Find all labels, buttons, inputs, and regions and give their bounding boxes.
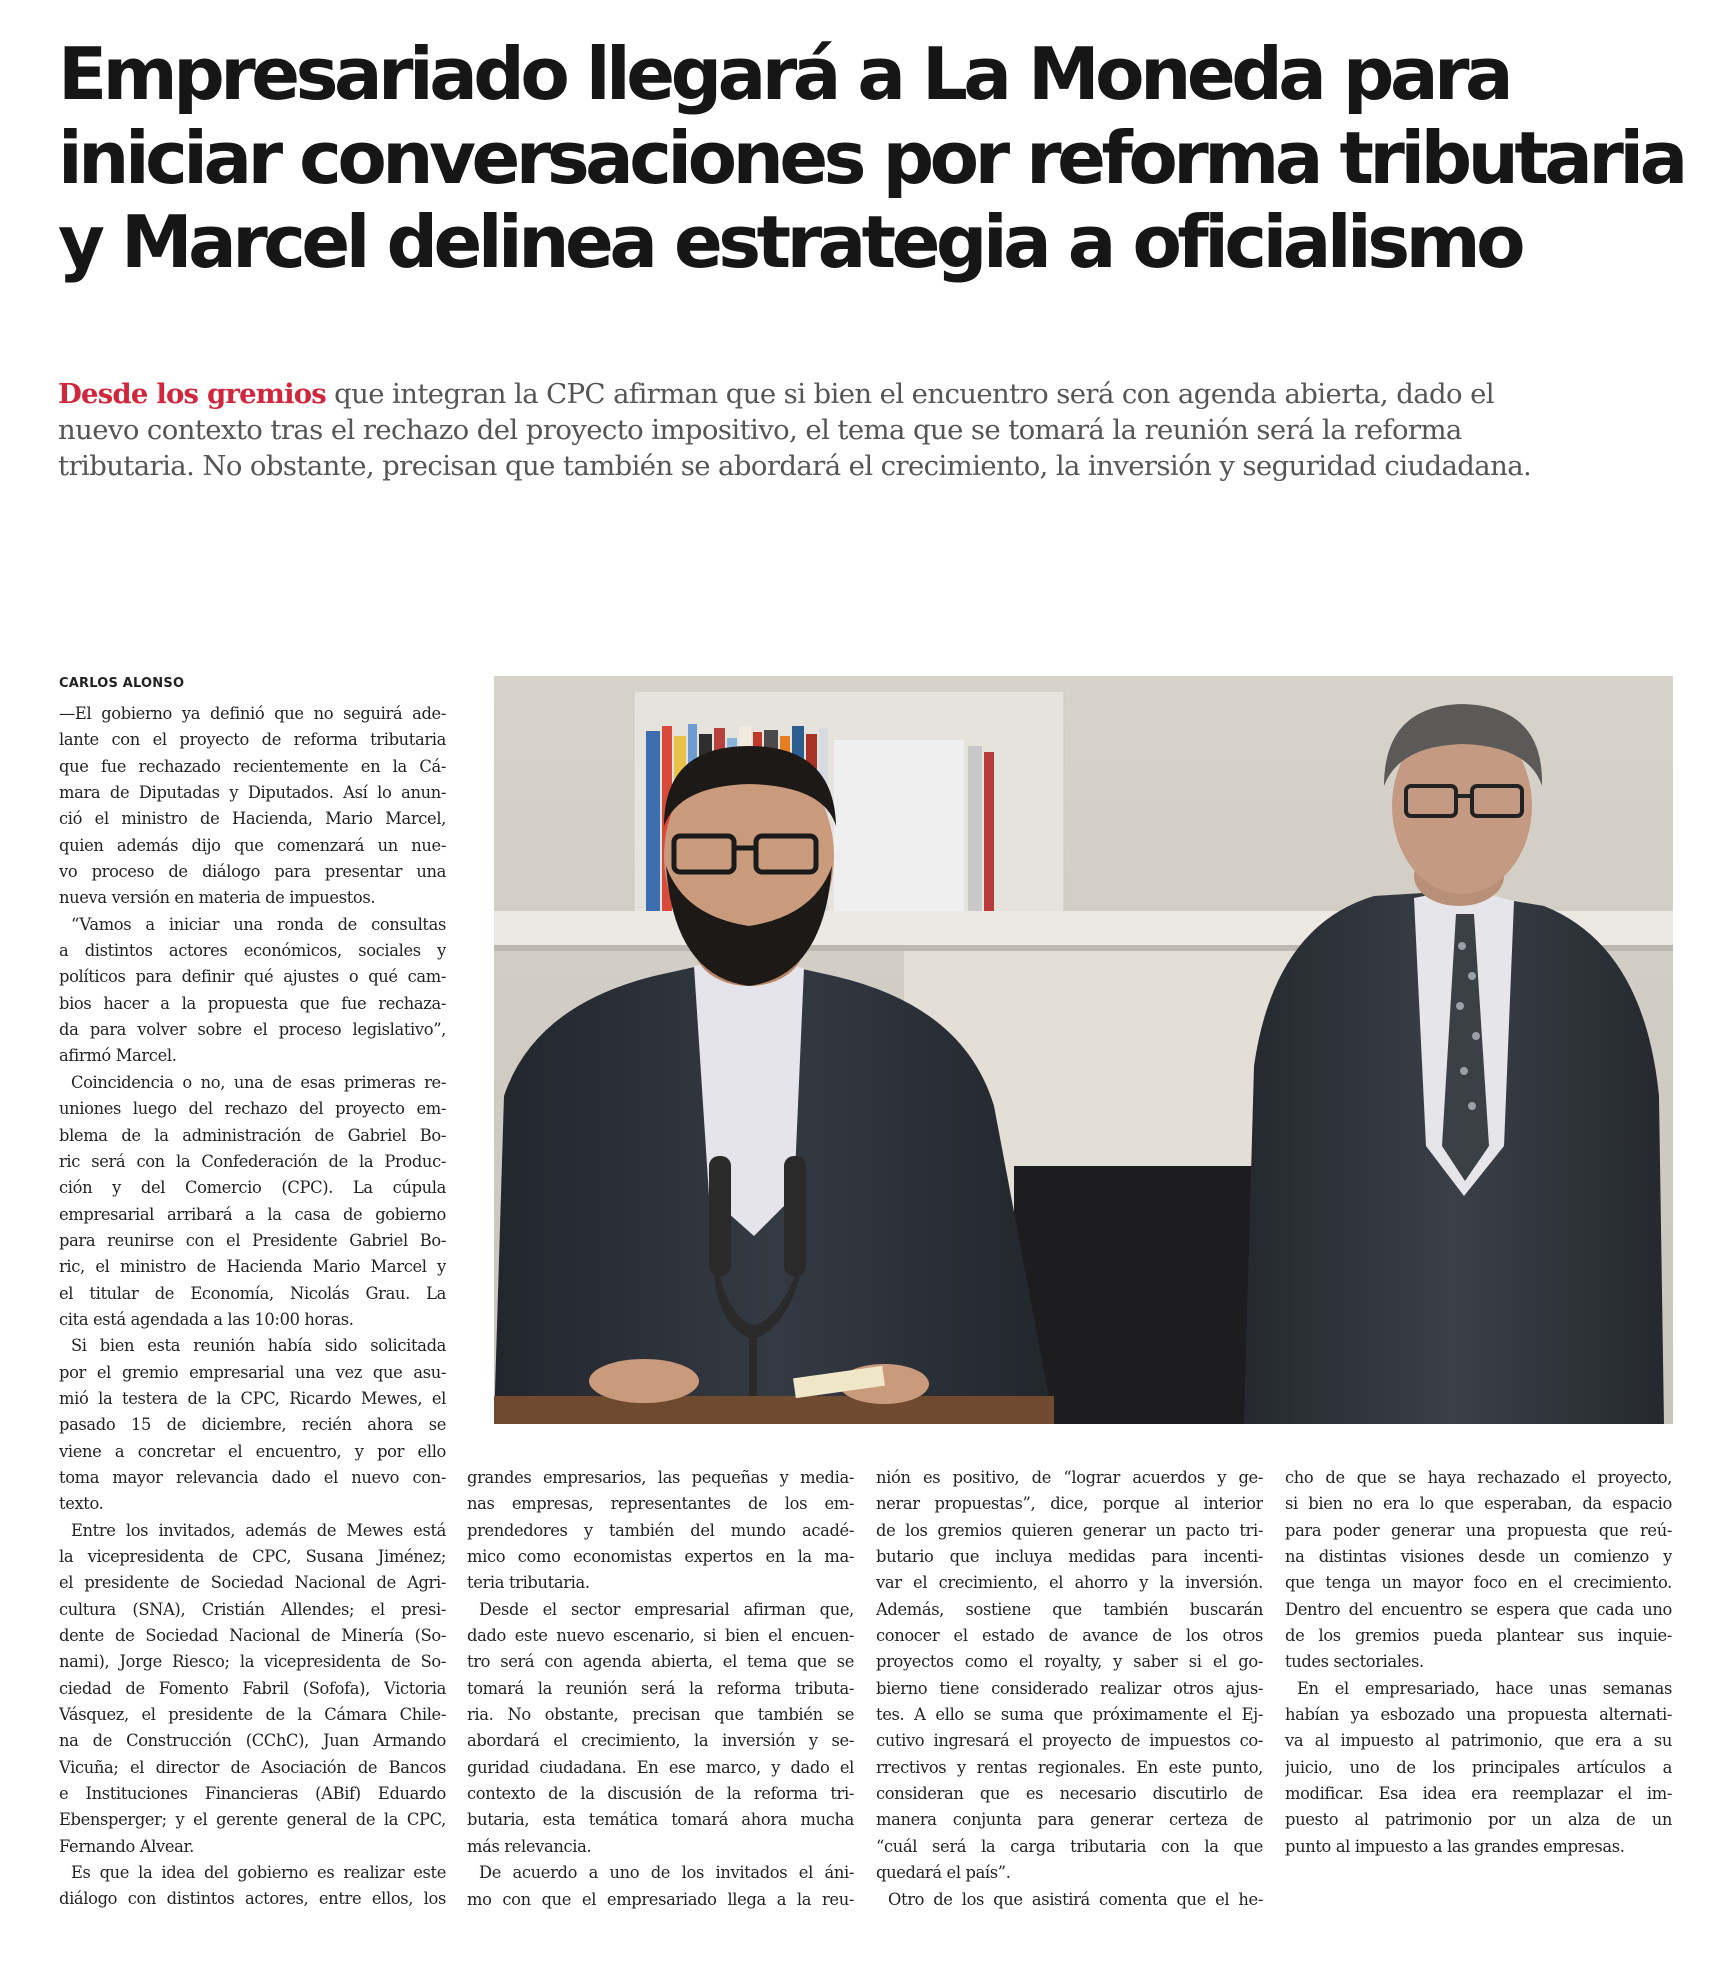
speaker-hand xyxy=(589,1359,699,1403)
text-line: ric será con la Confederación de la Produc- xyxy=(59,1151,446,1171)
text-line: rrectivos y rentas regionales. En este punto, xyxy=(876,1757,1263,1777)
text-line: va al impuesto al patrimonio, que era a su xyxy=(1285,1731,1672,1751)
text-line: cita está agendada a las 10:00 horas. xyxy=(59,1309,354,1329)
text-line: que tenga un mayor foco en el crecimiento. xyxy=(1285,1573,1672,1593)
podium xyxy=(494,1396,1054,1424)
text-line: uniones luego del rechazo del proyecto em- xyxy=(59,1099,446,1119)
text-line: por el gremio empresarial una vez que asu- xyxy=(59,1362,446,1382)
text-line: —El gobierno ya definió que no seguirá ade- xyxy=(59,704,446,723)
text-line: afirmó Marcel. xyxy=(59,1046,177,1066)
text-line: Dentro del encuentro se espera que cada uno xyxy=(1285,1599,1672,1619)
text-line: da para volver sobre el proceso legislativo”, xyxy=(59,1020,446,1040)
text-line: ciedad de Fomento Fabril (Sofofa), Victoria xyxy=(59,1678,446,1698)
text-line: Desde el sector empresarial afirman que, xyxy=(479,1599,854,1619)
text-line: “cuál será la carga tributaria con la que xyxy=(876,1836,1263,1856)
text-line: quien además dijo que comenzará un nue- xyxy=(59,835,446,855)
text-line: mara de Diputadas y Diputados. Así lo anun- xyxy=(59,783,446,803)
text-line: Además, sostiene que también buscarán xyxy=(876,1599,1263,1619)
text-line: contexto de la discusión de la reforma tri- xyxy=(467,1784,854,1804)
text-line: grandes empresarios, las pequeñas y media- xyxy=(467,1468,854,1487)
text-line: toma mayor relevancia dado el nuevo con- xyxy=(59,1467,446,1487)
lead-line-rest: que integran la CPC afirman que si bien el encuentro será con agenda abierta, dado el xyxy=(325,378,1494,410)
text-line: diálogo con distintos actores, entre ellos, los xyxy=(59,1889,446,1909)
text-line: tro será con agenda abierta, el tema que se xyxy=(467,1652,854,1672)
column-1 xyxy=(59,701,446,1913)
lead-kicker: Desde los gremios xyxy=(58,378,326,410)
text-line: de los gremios pueda plantear sus inquie- xyxy=(1285,1626,1672,1646)
text-line: Fernando Alvear. xyxy=(59,1836,194,1856)
text-line: viene a concretar el encuentro, y por ello xyxy=(59,1441,446,1461)
text-line: butario que incluya medidas para incenti- xyxy=(876,1547,1263,1567)
text-line: De acuerdo a uno de los invitados el áni- xyxy=(479,1863,854,1883)
text-line: mo con que el empresariado llega a la reu- xyxy=(467,1889,854,1909)
text-line: cho de que se haya rechazado el proyecto, xyxy=(1285,1468,1672,1487)
text-line: de los gremios quieren generar un pacto tri- xyxy=(876,1520,1263,1540)
text-line: texto. xyxy=(59,1494,104,1514)
lead-line: tributaria. No obstante, precisan que también se abordará el crecimiento, la inversión y seguridad ciudadana. xyxy=(58,450,1532,482)
text-line: quedará el país”. xyxy=(876,1863,1011,1883)
lead-line: nuevo contexto tras el rechazo del proyecto impositivo, el tema que se tomará la reunión será la reforma xyxy=(58,414,1462,446)
text-line: a distintos actores económicos, sociales y xyxy=(59,941,446,961)
text-line: empresarial arribará a la casa de gobierno xyxy=(59,1204,446,1224)
text-line: nerar propuestas”, dice, porque al interior xyxy=(876,1494,1263,1514)
text-line: conocer el estado de avance de los otros xyxy=(876,1626,1263,1646)
text-line: abordará el crecimiento, la inversión y se- xyxy=(467,1731,854,1751)
lead-paragraph xyxy=(58,376,1668,484)
text-line: modificar. Esa idea era reemplazar el im- xyxy=(1285,1784,1672,1804)
text-line: mico como economistas expertos en la ma- xyxy=(467,1547,854,1567)
text-line: proyectos como el royalty, y saber si el go- xyxy=(876,1652,1263,1672)
text-line: cutivo ingresará el proyecto de impuestos co- xyxy=(876,1731,1263,1751)
headline xyxy=(58,32,1684,284)
text-line: ria. No obstante, precisan que también se xyxy=(467,1705,854,1725)
text-line: na de Construcción (CChC), Juan Armando xyxy=(59,1731,446,1751)
headline-line: y Marcel delinea estrategia a oficialismo xyxy=(58,200,1522,284)
text-line: na distintas visiones desde un comienzo y xyxy=(1285,1547,1672,1567)
text-line: ric, el ministro de Hacienda Mario Marcel y xyxy=(59,1257,446,1277)
text-line: cultura (SNA), Cristián Allendes; el presi- xyxy=(59,1599,446,1619)
text-line: blema de la administración de Gabriel Bo- xyxy=(59,1125,446,1145)
text-line: la vicepresidenta de CPC, Susana Jiménez; xyxy=(59,1547,446,1566)
text-line: políticos para definir qué ajustes o qué cam- xyxy=(59,967,446,987)
column-2 xyxy=(467,1465,854,1913)
text-line: Entre los invitados, además de Mewes está xyxy=(71,1520,446,1540)
text-line: bierno tiene considerado realizar otros ajus- xyxy=(876,1678,1263,1698)
text-line: var el crecimiento, el ahorro y la inversión. xyxy=(876,1573,1263,1593)
headline-line: Empresariado llegará a La Moneda para xyxy=(58,32,1510,116)
text-line: dado este nuevo escenario, si bien el encuen- xyxy=(467,1626,854,1646)
article-photo xyxy=(494,676,1673,1424)
text-line: tes. A ello se suma que próximamente el Ej- xyxy=(876,1705,1263,1725)
text-line: En el empresariado, hace unas semanas xyxy=(1297,1678,1672,1698)
text-line: prendedores y también del mundo acadé- xyxy=(467,1520,854,1540)
headline-line: iniciar conversaciones por reforma tributaria xyxy=(58,116,1684,200)
text-line: Es que la idea del gobierno es realizar este xyxy=(71,1863,446,1883)
text-line: teria tributaria. xyxy=(467,1573,590,1593)
text-line: juicio, uno de los principales artículos a xyxy=(1285,1757,1672,1777)
column-4 xyxy=(1285,1465,1672,1860)
text-line: lante con el proyecto de reforma tributaria xyxy=(59,730,446,750)
text-line: nas empresas, representantes de los em- xyxy=(467,1494,854,1514)
text-line: Vásquez, el presidente de la Cámara Chile- xyxy=(59,1705,446,1725)
text-line: Ebensperger; y el gerente general de la CPC, xyxy=(59,1810,446,1830)
text-line: Otro de los que asistirá comenta que el he- xyxy=(888,1889,1263,1909)
author-byline: CARLOS ALONSO xyxy=(59,676,185,691)
text-line: que fue rechazado recientemente en la Cá- xyxy=(59,756,446,776)
text-line: tudes sectoriales. xyxy=(1285,1652,1424,1672)
text-line: Coincidencia o no, una de esas primeras re- xyxy=(71,1072,446,1092)
text-line: si bien no era lo que esperaban, da espacio xyxy=(1285,1494,1672,1514)
text-line: Vicuña; el director de Asociación de Bancos xyxy=(59,1757,446,1777)
text-line: tomará la reunión será la reforma tributa- xyxy=(467,1678,854,1698)
text-line: para reunirse con el Presidente Gabriel Bo- xyxy=(59,1230,446,1250)
text-line: ción y del Comercio (CPC). La cúpula xyxy=(59,1178,446,1198)
text-line: manera conjunta para generar certeza de xyxy=(876,1810,1263,1830)
text-line: habían ya esbozado una propuesta alternati- xyxy=(1285,1705,1672,1725)
text-line: pasado 15 de diciembre, recién ahora se xyxy=(59,1415,446,1435)
column-3 xyxy=(876,1465,1263,1913)
text-line: nueva versión en materia de impuestos. xyxy=(59,888,376,908)
text-line: “Vamos a iniciar una ronda de consultas xyxy=(71,914,446,934)
text-line: mió la testera de la CPC, Ricardo Mewes, el xyxy=(59,1388,446,1408)
text-line: Si bien esta reunión había sido solicitada xyxy=(71,1336,446,1356)
text-line: punto al impuesto a las grandes empresas. xyxy=(1285,1836,1625,1856)
text-line: nión es positivo, de “lograr acuerdos y ge- xyxy=(876,1468,1263,1487)
text-line: dente de Sociedad Nacional de Minería (So- xyxy=(59,1626,446,1646)
text-line: butaria, esta temática tomará ahora mucha xyxy=(467,1810,854,1830)
text-line: consideran que es necesario discutirlo de xyxy=(876,1784,1263,1804)
lead-line xyxy=(58,376,1668,412)
photo-illustration xyxy=(494,676,1673,1424)
text-line: el presidente de Sociedad Nacional de Agri- xyxy=(59,1573,446,1593)
text-line: el titular de Economía, Nicolás Grau. La xyxy=(59,1283,446,1303)
text-line: puesto al patrimonio por un alza de un xyxy=(1285,1810,1672,1830)
text-line: vo proceso de diálogo para presentar una xyxy=(59,862,446,882)
text-line: bios hacer a la propuesta que fue rechaza- xyxy=(59,993,446,1013)
text-line: nami), Jorge Riesco; la vicepresidenta de So- xyxy=(59,1652,446,1672)
text-line: más relevancia. xyxy=(467,1836,592,1856)
text-line: para poder generar una propuesta que reú- xyxy=(1285,1520,1672,1540)
text-line: guridad ciudadana. En ese marco, y dado el xyxy=(467,1757,854,1777)
text-line: ció el ministro de Hacienda, Mario Marcel, xyxy=(59,809,446,829)
text-line: e Instituciones Financieras (ABif) Eduardo xyxy=(59,1784,446,1804)
